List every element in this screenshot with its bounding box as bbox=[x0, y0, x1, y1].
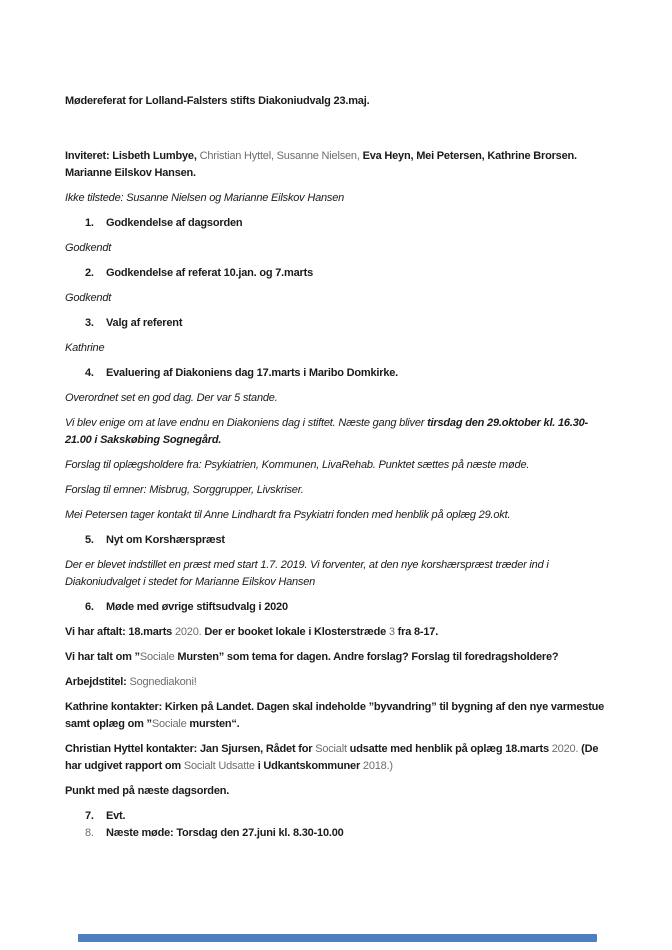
text-run: Vi har aftalt: 18.marts bbox=[65, 626, 175, 638]
list-item bbox=[85, 365, 608, 382]
text-run: Der er blevet indstillet en præst med start 1.7. 2019. Vi forventer, at den nye korshærspræst træder ind i Diakoniudvalget i stedet for Marianne Eilskov Hansen bbox=[65, 559, 549, 588]
text-run: Godkendt bbox=[65, 242, 112, 254]
text-run: mursten“. bbox=[186, 718, 240, 730]
list-item bbox=[85, 808, 608, 825]
list-item-text bbox=[106, 599, 608, 616]
text-run: Møde med øvrige stiftsudvalg i 2020 bbox=[106, 601, 288, 613]
list-item-number: 4. bbox=[85, 367, 94, 379]
text-run: Mursten” som tema for dagen. Andre forslag? Forslag til foredragsholdere? bbox=[174, 651, 559, 663]
paragraph bbox=[65, 741, 608, 775]
text-run: Socialt bbox=[315, 743, 347, 755]
paragraph bbox=[65, 415, 608, 449]
list-item-text bbox=[106, 808, 608, 825]
doc-title bbox=[65, 93, 608, 110]
text-run: Christian Hyttel, bbox=[199, 150, 277, 162]
list-item-text bbox=[106, 365, 608, 382]
text-run: Vi har talt om ” bbox=[65, 651, 140, 663]
list-item bbox=[85, 825, 608, 842]
list-item bbox=[85, 215, 608, 232]
text-run: Næste møde: Torsdag den 27.juni kl. 8.30-10.00 bbox=[106, 827, 344, 839]
text-run: Kathrine bbox=[65, 342, 105, 354]
list-item bbox=[85, 599, 608, 616]
list-item-number: 3. bbox=[85, 317, 94, 329]
text-run: Punkt med på næste dagsorden. bbox=[65, 785, 230, 797]
paragraph bbox=[65, 674, 608, 691]
paragraph bbox=[65, 390, 608, 407]
paragraph bbox=[65, 783, 608, 800]
text-run: Inviteret: Lisbeth Lumbye, bbox=[65, 150, 200, 162]
bottom-blue-bar bbox=[78, 934, 597, 942]
paragraph bbox=[65, 507, 608, 524]
list-item-number: 7. bbox=[85, 810, 94, 822]
paragraph bbox=[65, 624, 608, 641]
text-run: Mei Petersen tager kontakt til Anne Lindhardt fra Psykiatri fonden med henblik på oplæg 29.okt. bbox=[65, 509, 511, 521]
text-run: Overordnet set en god dag. Der var 5 stande. bbox=[65, 392, 278, 404]
paragraph bbox=[65, 482, 608, 499]
text-run: Vi blev enige om at lave endnu en Diakoniens dag i stiftet. Næste gang bliver bbox=[65, 417, 428, 429]
list-item bbox=[85, 315, 608, 332]
paragraph bbox=[65, 148, 608, 182]
text-run: Christian Hyttel kontakter: Jan Sjursen, Rådet for bbox=[65, 743, 316, 755]
text-run: 2018.) bbox=[362, 760, 393, 772]
text-run: fra 8-17. bbox=[394, 626, 439, 638]
text-run: Valg af referent bbox=[106, 317, 183, 329]
text-run: Godkendt bbox=[65, 292, 112, 304]
text-run: Kathrine kontakter: Kirken på Landet. Dagen skal indeholde ”byvandring” til bygning af den nye varmestue samt oplæg om ” bbox=[65, 701, 605, 730]
paragraph bbox=[65, 240, 608, 257]
text-run: Forslag til oplægsholdere fra: Psykiatrien, Kommunen, LivaRehab. Punktet sættes på næste møde. bbox=[65, 459, 530, 471]
paragraph bbox=[65, 290, 608, 307]
paragraph bbox=[65, 457, 608, 474]
text-run: Sognediakoni! bbox=[129, 676, 197, 688]
text-run: 2020. bbox=[174, 626, 202, 638]
list-item-number: 8. bbox=[85, 827, 94, 839]
list-item bbox=[85, 532, 608, 549]
list-item-text bbox=[106, 532, 608, 549]
text-run: Der er booket lokale i Klosterstræde bbox=[201, 626, 389, 638]
text-run: Forslag til emner: Misbrug, Sorggrupper, Livskriser. bbox=[65, 484, 304, 496]
list-item-text bbox=[106, 265, 608, 282]
text-run: Evaluering af Diakoniens dag 17.marts i Maribo Domkirke. bbox=[106, 367, 399, 379]
list-item-number: 6. bbox=[85, 601, 94, 613]
list-item bbox=[85, 265, 608, 282]
list-item-number: 5. bbox=[85, 534, 94, 546]
text-run: udsatte med henblik på oplæg 18.marts bbox=[346, 743, 552, 755]
text-run: Mødereferat for Lolland-Falsters stifts Diakoniudvalg 23.maj. bbox=[65, 95, 370, 107]
text-run: Socialt Udsatte bbox=[183, 760, 255, 772]
text-run: 3 bbox=[388, 626, 395, 638]
text-run: Arbejdstitel: bbox=[65, 676, 130, 688]
text-run: (De har udgivet rapport om bbox=[65, 743, 599, 772]
text-run: Sociale bbox=[139, 651, 175, 663]
text-run: Sociale bbox=[151, 718, 187, 730]
list-item-text bbox=[106, 825, 608, 842]
text-run: Evt. bbox=[106, 810, 126, 822]
paragraph bbox=[65, 557, 608, 591]
text-run: Nyt om Korshærspræst bbox=[106, 534, 225, 546]
list-item-text bbox=[106, 315, 608, 332]
text-run: Susanne Nielsen, bbox=[276, 150, 363, 162]
text-run: 2020. bbox=[551, 743, 579, 755]
list-item-number: 1. bbox=[85, 217, 94, 229]
paragraph bbox=[65, 190, 608, 207]
text-run: Ikke tilstede: Susanne Nielsen og Marianne Eilskov Hansen bbox=[65, 192, 345, 204]
document-page bbox=[65, 93, 608, 842]
text-run: tirsdag den 29.oktober kl. 16.30-21.00 i Sakskøbing Sognegård. bbox=[65, 417, 588, 446]
paragraph bbox=[65, 699, 608, 733]
text-run: i Udkantskommuner bbox=[254, 760, 363, 772]
paragraph bbox=[65, 649, 608, 666]
text-run: Eva Heyn, Mei Petersen, Kathrine Brorsen. Marianne Eilskov Hansen. bbox=[65, 150, 577, 179]
text-run: Godkendelse af referat 10.jan. og 7.marts bbox=[106, 267, 313, 279]
text-run: Godkendelse af dagsorden bbox=[106, 217, 243, 229]
list-item-number: 2. bbox=[85, 267, 94, 279]
paragraph bbox=[65, 340, 608, 357]
list-item-text bbox=[106, 215, 608, 232]
